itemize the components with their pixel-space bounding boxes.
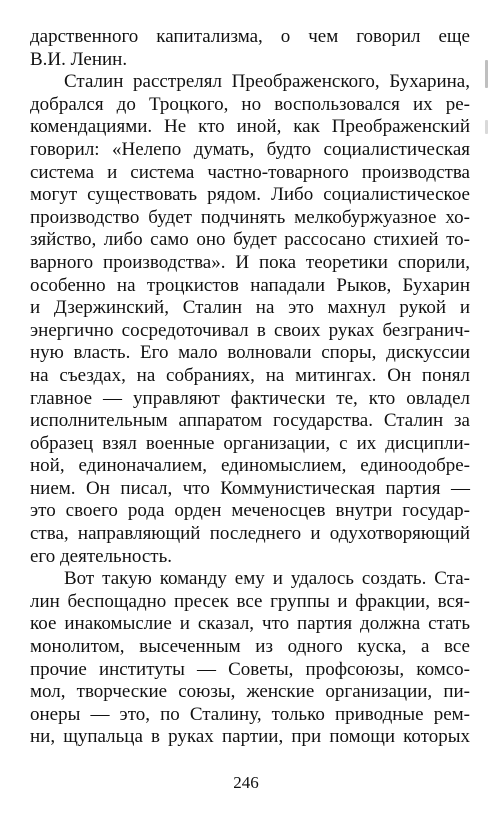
text-line: добрался до Троцкого, но воспользовался их ре- [30, 93, 470, 115]
paragraph [30, 26, 470, 71]
text-line: это своего рода орден меченосцев внутри государ- [30, 500, 470, 522]
text-line: исполнительным аппаратом государства. Сталин за [30, 410, 470, 432]
text-line: ни, щупальца в руках партии, при помощи которых [30, 726, 470, 748]
text-line: на съездах, на собраниях, на митингах. Он понял [30, 364, 470, 386]
scan-edge-mark [485, 120, 488, 134]
text-line: мол, творческие союзы, женские организации, пи- [30, 681, 470, 703]
text-line: могут существовать рядом. Либо социалистическое [30, 184, 470, 206]
paragraph [30, 568, 470, 749]
text-line: комендациями. Не кто иной, как Преображенский [30, 116, 470, 138]
text-line: особенно на троцкистов нападали Рыков, Бухарин [30, 274, 470, 296]
text-line: прочие институты — Советы, профсоюзы, комсо- [30, 658, 470, 680]
paragraph [30, 71, 470, 568]
text-line: монолитом, высеченным из одного куска, а все [30, 636, 470, 658]
text-line: зяйство, либо само оно будет рассосано стихией то- [30, 229, 470, 251]
text-line: ства, направляющий последнего и одухотворяющий [30, 523, 470, 545]
text-line: и Дзержинский, Сталин на это махнул рукой и [30, 297, 470, 319]
scan-edge-mark [485, 60, 488, 88]
text-line: говорил: «Нелепо думать, будто социалистическая [30, 138, 470, 160]
text-line: образец взял военные организации, с их дисципли- [30, 432, 470, 454]
text-line: ной, единоначалием, единомыслием, единоодобре- [30, 455, 470, 477]
text-line: производство будет подчинять мелкобуржуазное хо- [30, 206, 470, 228]
text-line: онеры — это, по Сталину, только приводные рем- [30, 703, 470, 725]
text-line: главное — управляют фактически те, кто овладел [30, 387, 470, 409]
text-line: ную власть. Его мало волновали споры, дискуссии [30, 342, 470, 364]
page-number: 246 [233, 773, 259, 792]
text-line: В.И. Ленин. [30, 48, 128, 70]
body-text [30, 26, 470, 749]
text-line: лин беспощадно пресек все группы и фракции, вся- [30, 590, 470, 612]
text-line: энергично сосредоточивал в своих руках безгранич- [30, 319, 470, 341]
text-line: Сталин расстрелял Преображенского, Бухарина, [64, 71, 470, 93]
text-line: кое инакомыслие и сказал, что партия должна стать [30, 613, 470, 635]
text-line: система и система частно-товарного производства [30, 161, 470, 183]
text-line: нием. Он писал, что Коммунистическая партия — [30, 477, 470, 499]
text-line: его деятельность. [30, 545, 173, 567]
text-line: варного производства». И пока теоретики спорили, [30, 251, 470, 273]
text-line: Вот такую команду ему и удалось создать. Ста- [64, 568, 470, 590]
text-line: дарственного капитализма, о чем говорил еще [30, 26, 470, 47]
